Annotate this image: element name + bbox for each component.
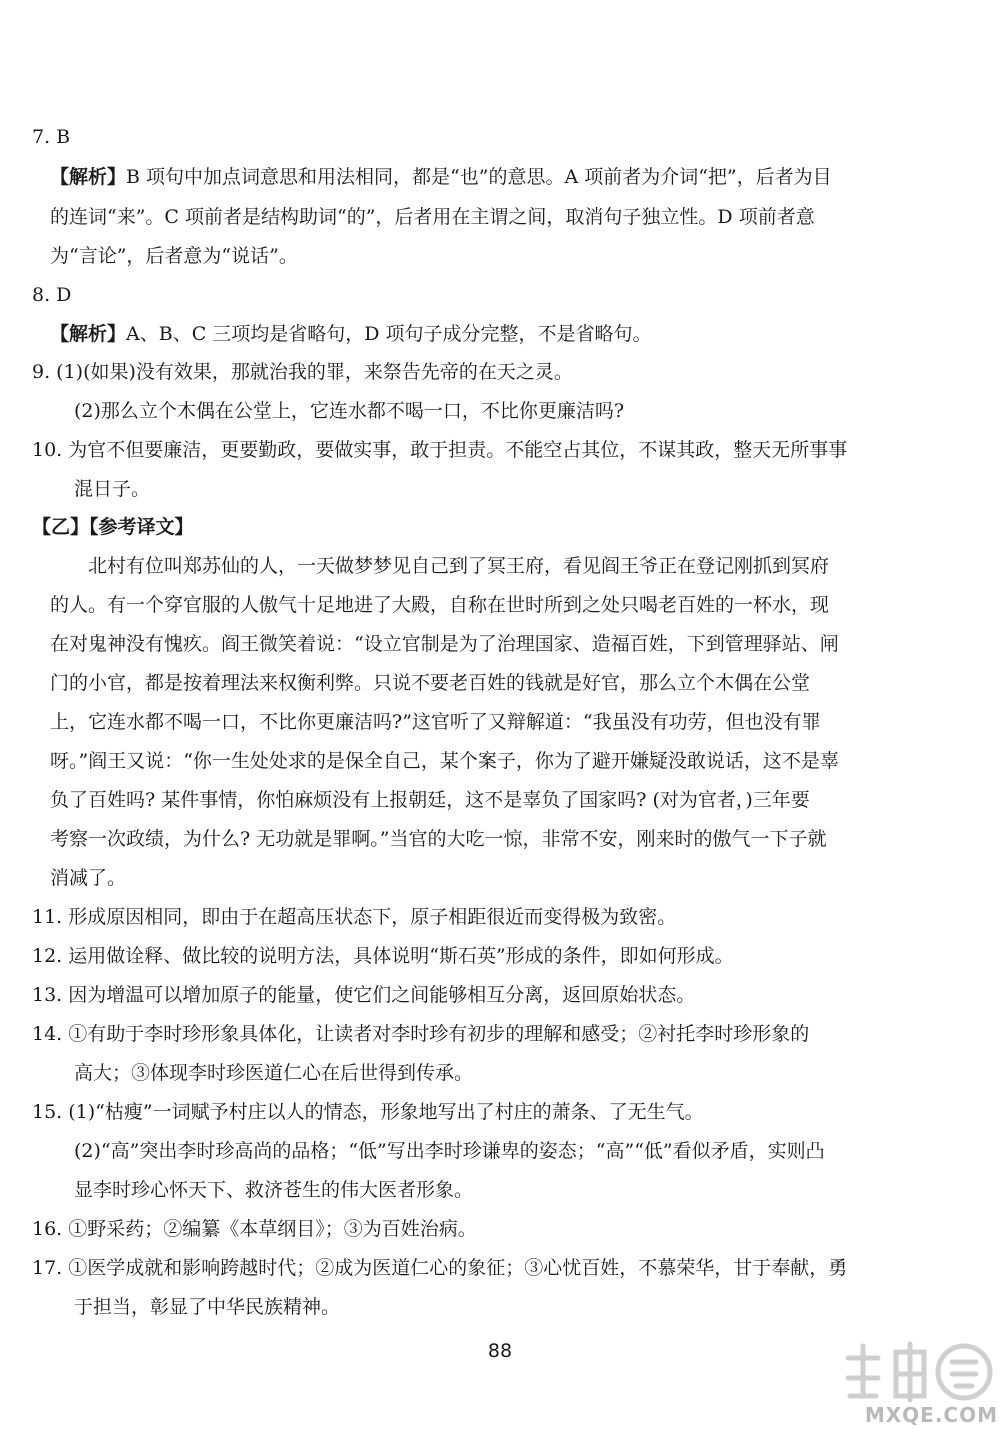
answer-14-line-2: 高大；③体现李时珍医道仁心在后世得到传承。 — [74, 1062, 474, 1084]
translation-line-6: 呀。”阎王又说：“你一生处处求的是保全自己，某个案子，你为了避开嫌疑没敢说话，这不是辜 — [50, 750, 839, 772]
translation-line-7: 负了百姓吗? 某件事情，你怕麻烦没有上报朝廷，这不是辜负了国家吗? (对为官者，)三年要 — [50, 789, 810, 811]
answer-7-analysis-line-3: 为“言论”，后者意为“说话”。 — [50, 245, 298, 267]
answer-7: 7. B — [32, 126, 71, 148]
translation-line-4: 门的小官，都是按着理法来权衡利弊。只说不要老百姓的钱就是好官，那么立个木偶在公堂 — [50, 672, 811, 694]
answer-9-2: (2)那么立个木偶在公堂上，它连水都不喝一口，不比你更廉洁吗? — [74, 400, 625, 422]
analysis-label: 【解析】 — [50, 166, 127, 188]
answer-7-analysis-line-2: 的连词“来”。C 项前者是结构助词“的”，后者用在主谓之间，取消句子独立性。D 项前者意 — [50, 206, 815, 228]
answer-10-line-2: 混日子。 — [74, 478, 151, 500]
analysis-label: 【解析】 — [50, 323, 127, 345]
answer-9-1: 9. (1)(如果)没有效果，那就治我的罪，来祭告先帝的在天之灵。 — [32, 361, 573, 383]
answer-15-2-line-2: 显李时珍心怀天下、救济苍生的伟大医者形象。 — [74, 1179, 474, 1201]
answer-17-line-2: 于担当，彰显了中华民族精神。 — [74, 1296, 341, 1318]
answer-8-analysis — [50, 321, 652, 347]
analysis-text: B 项句中加点词意思和用法相同，都是“也”的意思。A 项前者为介词“把”，后者为目 — [126, 166, 832, 188]
translation-line-2: 的人。有一个穿官服的人傲气十足地进了大殿，自称在世时所到之处只喝老百姓的一杯水，现 — [50, 594, 830, 616]
answer-13: 13. 因为增温可以增加原子的能量，使它们之间能够相互分离，返回原始状态。 — [32, 984, 696, 1006]
analysis-text: A、B、C 三项均是省略句，D 项句子成分完整，不是省略句。 — [126, 323, 652, 345]
answer-11: 11. 形成原因相同，即由于在超高压状态下，原子相距很近而变得极为致密。 — [32, 906, 677, 928]
translation-line-1: 北村有位叫郑苏仙的人，一天做梦梦见自己到了冥王府，看见阎王爷正在登记刚抓到冥府 — [88, 555, 830, 577]
answer-15-2-line-1: (2)“高”突出李时珍高尚的品格；“低”写出李时珍谦卑的姿态；“高”“低”看似矛盾，实则凸 — [74, 1140, 825, 1162]
answer-12: 12. 运用做诠释、做比较的说明方法，具体说明“斯石英”形成的条件，即如何形成。 — [32, 945, 734, 967]
answer-17-line-1: 17. ①医学成就和影响跨越时代；②成为医道仁心的象征；③心忧百姓，不慕荣华，甘于奉献，勇 — [32, 1257, 848, 1279]
answer-16: 16. ①野采药；②编纂《本草纲目》；③为百姓治病。 — [32, 1218, 477, 1240]
translation-line-8: 考察一次政绩，为什么? 无功就是罪啊。”当官的大吃一惊，非常不安，刚来时的傲气一下子就 — [50, 828, 827, 850]
watermark-site-text: MXQE.COM — [864, 1403, 998, 1427]
translation-line-9: 消减了。 — [50, 867, 127, 889]
answer-10-line-1: 10. 为官不但要廉洁，更要勤政，要做实事，敢于担责。不能空占其位，不谋其政，整天无所事事 — [32, 439, 848, 461]
page-number: 88 — [487, 1340, 513, 1362]
section-heading-translation: 【乙】【参考译文】 — [32, 516, 194, 538]
translation-line-3: 在对鬼神没有愧疚。阎王微笑着说：“设立官制是为了治理国家、造福百姓，下到管理驿站、闸 — [50, 633, 839, 655]
answer-15-1: 15. (1)“枯瘦”一词赋予村庄以人的情态，形象地写出了村庄的萧条、了无生气。 — [32, 1101, 704, 1123]
answer-7-analysis-line-1 — [50, 164, 832, 190]
answer-8: 8. D — [32, 284, 72, 306]
answer-14-line-1: 14. ①有助于李时珍形象具体化，让读者对李时珍有初步的理解和感受；②衬托李时珍形象的 — [32, 1023, 810, 1045]
translation-line-5: 上，它连水都不喝一口，不比你更廉洁吗?”这官听了又辩解道：“我虽没有功劳，但也没有罪 — [50, 711, 821, 733]
